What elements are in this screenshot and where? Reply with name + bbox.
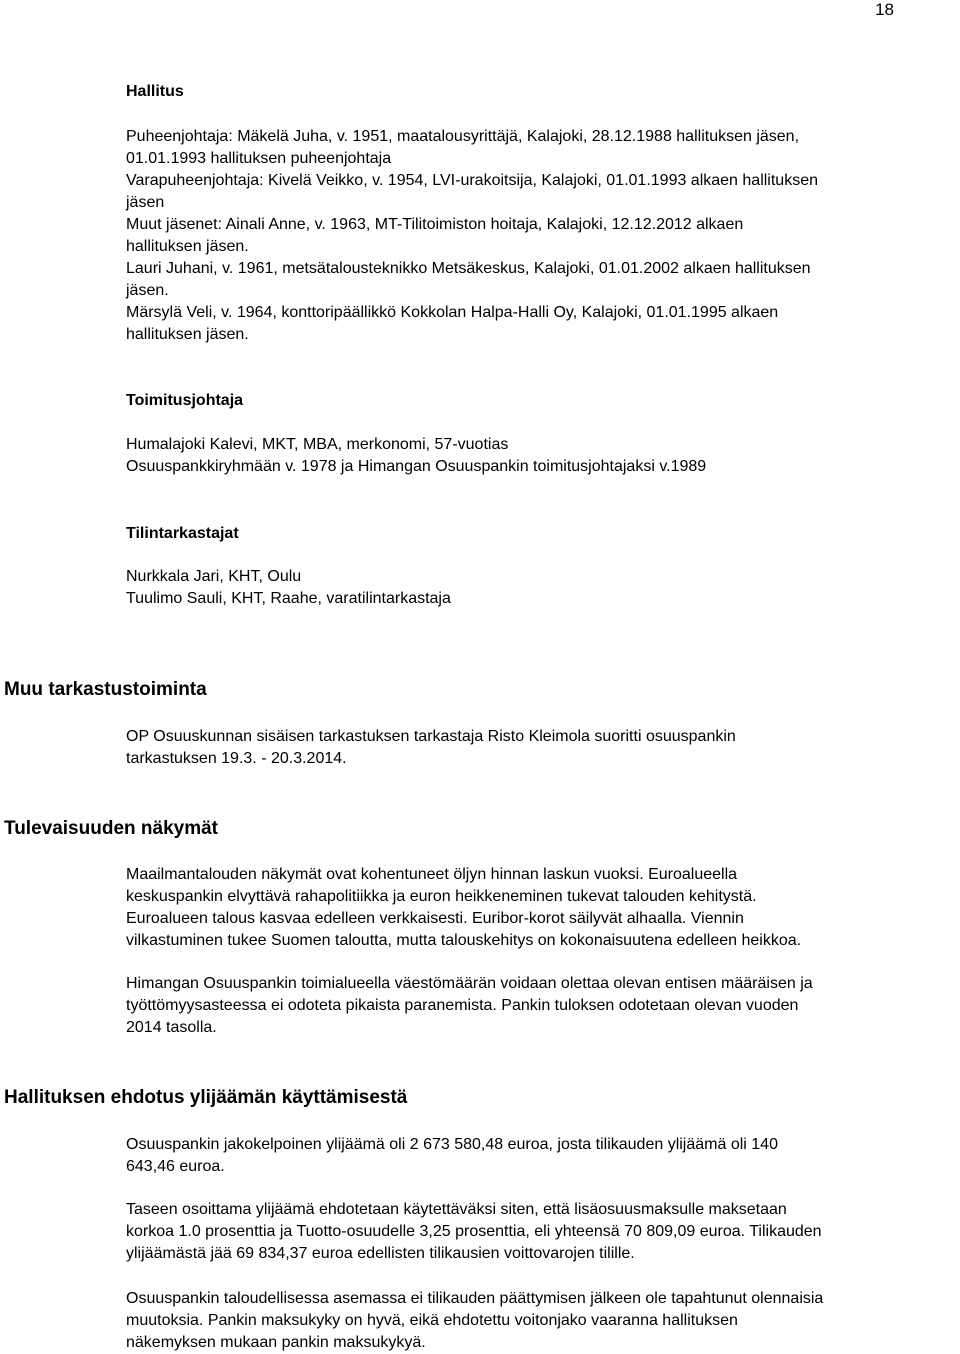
text-line: 01.01.1993 hallituksen puheenjohtaja	[126, 150, 392, 167]
text-line: tarkastuksen 19.3. - 20.3.2014.	[126, 750, 347, 767]
text-line: ylijäämästä jää 69 834,37 euroa edellisten tilikausien voittovarojen tilille.	[126, 1245, 635, 1262]
text-line: 2014 tasolla.	[126, 1019, 217, 1036]
text-line: Muut jäsenet: Ainali Anne, v. 1963, MT-Tilitoimiston hoitaja, Kalajoki, 12.12.2012 alkaen	[126, 216, 744, 233]
hallitus-body	[126, 126, 960, 346]
section-heading-tulevaisuuden-nakymat: Tulevaisuuden näkymät	[4, 818, 218, 839]
section-heading-toimitusjohtaja: Toimitusjohtaja	[126, 392, 244, 409]
ylijaama-paragraph-2	[126, 1199, 960, 1265]
section-heading-muu-tarkastustoiminta: Muu tarkastustoiminta	[4, 679, 207, 700]
page-number: 18	[875, 0, 894, 19]
text-line: OP Osuuskunnan sisäisen tarkastuksen tarkastaja Risto Kleimola suoritti osuuspankin	[126, 728, 736, 745]
text-line: Taseen osoittama ylijäämä ehdotetaan käytettäväksi siten, että lisäosuusmaksulle maksetaan	[126, 1201, 787, 1218]
text-line: Humalajoki Kalevi, MKT, MBA, merkonomi, 57-vuotias	[126, 436, 509, 453]
text-line: näkemyksen mukaan pankin maksukykyä.	[126, 1334, 426, 1351]
text-line: Varapuheenjohtaja: Kivelä Veikko, v. 1954, LVI-urakoitsija, Kalajoki, 01.01.1993 alkaen hallituksen	[126, 172, 818, 189]
ylijaama-paragraph-3	[126, 1288, 960, 1354]
text-line: vilkastuminen tukee Suomen taloutta, mutta talouskehitys on kokonaisuutena edelleen heikkoa.	[126, 932, 802, 949]
text-line: Maailmantalouden näkymät ovat kohentuneet öljyn hinnan laskun vuoksi. Euroalueella	[126, 866, 738, 883]
text-line: 643,46 euroa.	[126, 1158, 225, 1175]
toimitusjohtaja-body	[126, 434, 960, 478]
text-line: Osuuspankin taloudellisessa asemassa ei tilikauden päättymisen jälkeen ole tapahtunut olennaisia	[126, 1290, 824, 1307]
text-line: jäsen.	[126, 282, 169, 299]
tilintarkastajat-body	[126, 566, 960, 610]
text-line: Tuulimo Sauli, KHT, Raahe, varatilintarkastaja	[126, 590, 451, 607]
text-line: hallituksen jäsen.	[126, 238, 249, 255]
ylijaama-paragraph-1	[126, 1134, 960, 1178]
text-line: jäsen	[126, 194, 165, 211]
text-line: Himangan Osuuspankin toimialueella väestömäärän voidaan olettaa olevan entisen määräisen ja	[126, 975, 813, 992]
text-line: Nurkkala Jari, KHT, Oulu	[126, 568, 302, 585]
tulevaisuus-paragraph-1	[126, 864, 960, 952]
text-line: työttömyysasteessa ei odoteta pikaista paranemista. Pankin tuloksen odotetaan olevan vuoden	[126, 997, 799, 1014]
text-line: hallituksen jäsen.	[126, 326, 249, 343]
text-line: Osuuspankkiryhmään v. 1978 ja Himangan Osuuspankin toimitusjohtajaksi v.1989	[126, 458, 707, 475]
text-line: Euroalueen talous kasvaa edelleen verkkaisesti. Euribor-korot säilyvät alhaalla. Viennin	[126, 910, 744, 927]
section-heading-hallitus: Hallitus	[126, 83, 184, 100]
text-line: Märsylä Veli, v. 1964, konttoripäällikkö Kokkolan Halpa-Halli Oy, Kalajoki, 01.01.1995 alkaen	[126, 304, 779, 321]
section-heading-ylijaaman-kayttaminen: Hallituksen ehdotus ylijäämän käyttämisestä	[4, 1087, 408, 1108]
text-line: muutoksia. Pankin maksukyky on hyvä, eikä ehdotettu voitonjako vaaranna hallituksen	[126, 1312, 738, 1329]
text-line: Osuuspankin jakokelpoinen ylijäämä oli 2 673 580,48 euroa, josta tilikauden ylijäämä oli 140	[126, 1136, 778, 1153]
section-heading-tilintarkastajat: Tilintarkastajat	[126, 525, 239, 542]
muu-tarkastus-body	[126, 726, 960, 770]
text-line: korkoa 1.0 prosenttia ja Tuotto-osuudelle 3,25 prosenttia, eli yhteensä 70 809,09 euroa. Tilikauden	[126, 1223, 822, 1240]
text-line: Lauri Juhani, v. 1961, metsätalousteknikko Metsäkeskus, Kalajoki, 01.01.2002 alkaen hallituksen	[126, 260, 811, 277]
text-line: Puheenjohtaja: Mäkelä Juha, v. 1951, maatalousyrittäjä, Kalajoki, 28.12.1988 hallituksen jäsen,	[126, 128, 800, 145]
tulevaisuus-paragraph-2	[126, 973, 960, 1039]
text-line: keskuspankin elvyttävä rahapolitiikka ja euron heikkeneminen tukevat talouden kehitystä.	[126, 888, 757, 905]
